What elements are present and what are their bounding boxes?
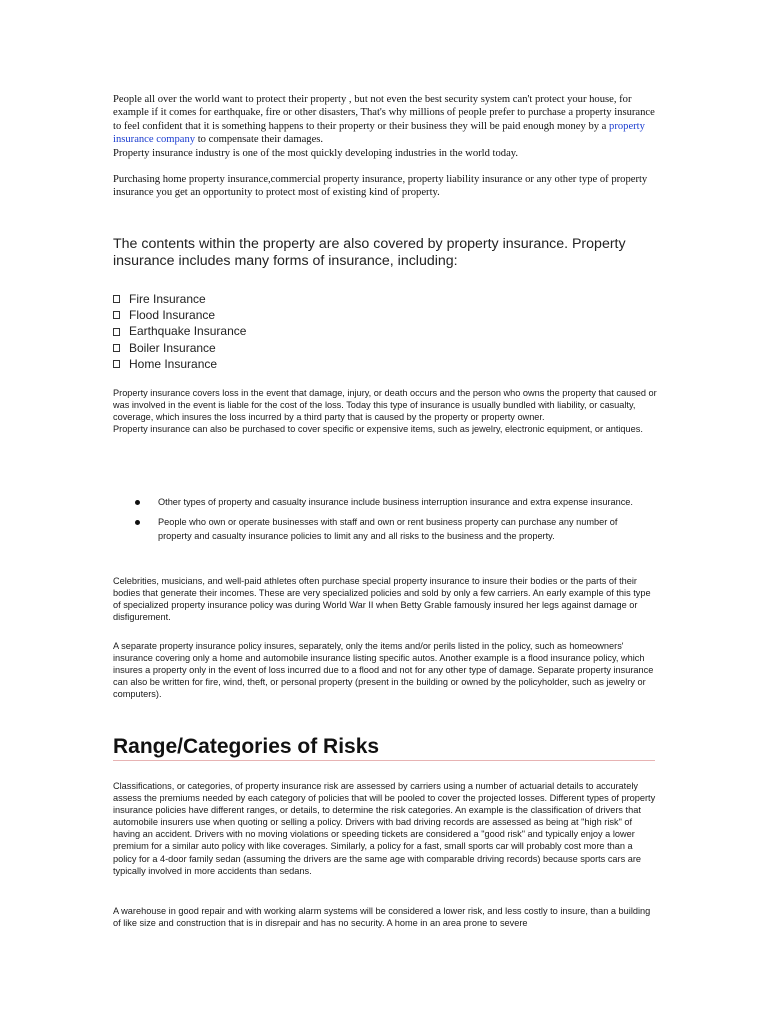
list-item	[113, 291, 246, 307]
list-item-label: Fire Insurance	[129, 292, 206, 306]
list-item	[113, 323, 246, 339]
bullet-item	[130, 495, 650, 509]
list-item-label: Home Insurance	[129, 356, 218, 371]
bullet-text: Other types of property and casualty insurance include business interruption insurance and extra expense insurance.	[158, 497, 633, 507]
coverage-section	[113, 387, 658, 435]
coverage-paragraph-1: Property insurance covers loss in the event that damage, injury, or death occurs and the person who owns the property that caused or was involved in the event is liable for the cost of the loss. Today this type of insurance is usually bundled with liability, or casualty, coverage, which insures the loss incurred by a third party that is caused by the property or property owner.	[113, 388, 657, 423]
list-item	[113, 356, 246, 372]
intro-text-after-link: to compensate their damages.	[195, 134, 324, 146]
list-item-label: Flood Insurance	[129, 308, 216, 323]
checkbox-icon	[113, 360, 120, 368]
intro-section	[113, 93, 658, 200]
intro-paragraph-3: Purchasing home property insurance,commercial property insurance, property liability insurance or any other type of property insurance you get an opportunity to protect most of existing kind of property.	[113, 174, 648, 199]
bullet-icon	[135, 500, 140, 505]
bullet-list	[130, 495, 650, 549]
list-item-label: Earthquake Insurance	[129, 324, 247, 339]
property-insurance-company-link[interactable]: property insurance company	[113, 120, 645, 146]
classifications-paragraph: Classifications, or categories, of property insurance risk are assessed by carriers using a number of actuarial details to accurately assess the premiums needed by each category of policies that will be pooled to cover the projected losses. Different types of property insurance policies have different ranges, or details, to determine the risk categories. An example is the classification of drivers that automobile insurers use when quoting or selling a policy. Drivers with bad driving records are assessed as being at "high risk" of having an accident. Drivers with no moving violations or speeding tickets are considered a "good risk" and typically enjoy a lower premium for a similar auto policy with like coverages. Similarly, a policy for a fast, small sports car will probably cost more than a policy for a 4-door family sedan (assuming the drivers are the same age with comparable driving records) because sports cars are typically involved in more accidents than sedans.	[113, 781, 656, 876]
warehouse-paragraph: A warehouse in good repair and with working alarm systems will be considered a lower risk, and less costly to insure, than a building of like size and construction that is in disrepair and has no security. A home in an area prone to severe	[113, 906, 651, 929]
checkbox-icon	[113, 328, 120, 336]
intro-paragraph-1	[113, 93, 658, 147]
insurance-types-list	[113, 291, 246, 372]
contents-heading: The contents within the property are also covered by property insurance. Property insurance includes many forms of insurance, including:	[113, 236, 626, 269]
heading-divider	[113, 760, 655, 761]
list-item	[113, 307, 246, 323]
intro-paragraph-2: Property insurance industry is one of the most quickly developing industries in the world today.	[113, 147, 519, 159]
celebrities-paragraph: Celebrities, musicians, and well-paid athletes often purchase special property insurance to insure their bodies or the parts of their bodies that generate their incomes. These are very specialized policies and sold by only a few carriers. An early example of this type of specialized property insurance policy was during World War II when Betty Grable famously insured her legs against damage or disfigurement.	[113, 576, 651, 623]
bullet-icon	[135, 520, 140, 525]
checkbox-icon	[113, 295, 120, 303]
bullet-text: People who own or operate businesses with staff and own or rent business property can purchase any number of property and casualty insurance policies to limit any and all risks to the business and the property.	[158, 517, 618, 541]
checkbox-icon	[113, 311, 120, 319]
separate-policy-paragraph: A separate property insurance policy insures, separately, only the items and/or perils listed in the policy, such as homeowners' insurance covering only a home and automobile insurance listing specific autos. Another example is a flood insurance policy, which insures a property only in the event of loss incurred due to a flood and not for any other type of damage. Separate property insurance can also be written for fire, wind, theft, or personal property (present in the building or owned by the policyholder, such as jewelry or computers).	[113, 641, 654, 700]
checkbox-icon	[113, 344, 120, 352]
bullet-item	[130, 515, 650, 543]
range-categories-heading: Range/Categories of Risks	[113, 735, 380, 758]
list-item	[113, 340, 246, 356]
coverage-paragraph-2: Property insurance can also be purchased to cover specific or expensive items, such as jewelry, electronic equipment, or antiques.	[113, 424, 643, 435]
intro-text-before-link: People all over the world want to protect their property , but not even the best security system can't protect your house, for example if it comes for earthquake, fire or other disasters, That's why millions of people prefer to purchase a property insurance to feel confident that it is something happens to their property or their business they will be paid enough money by a	[113, 94, 655, 132]
list-item-label: Boiler Insurance	[129, 340, 216, 355]
